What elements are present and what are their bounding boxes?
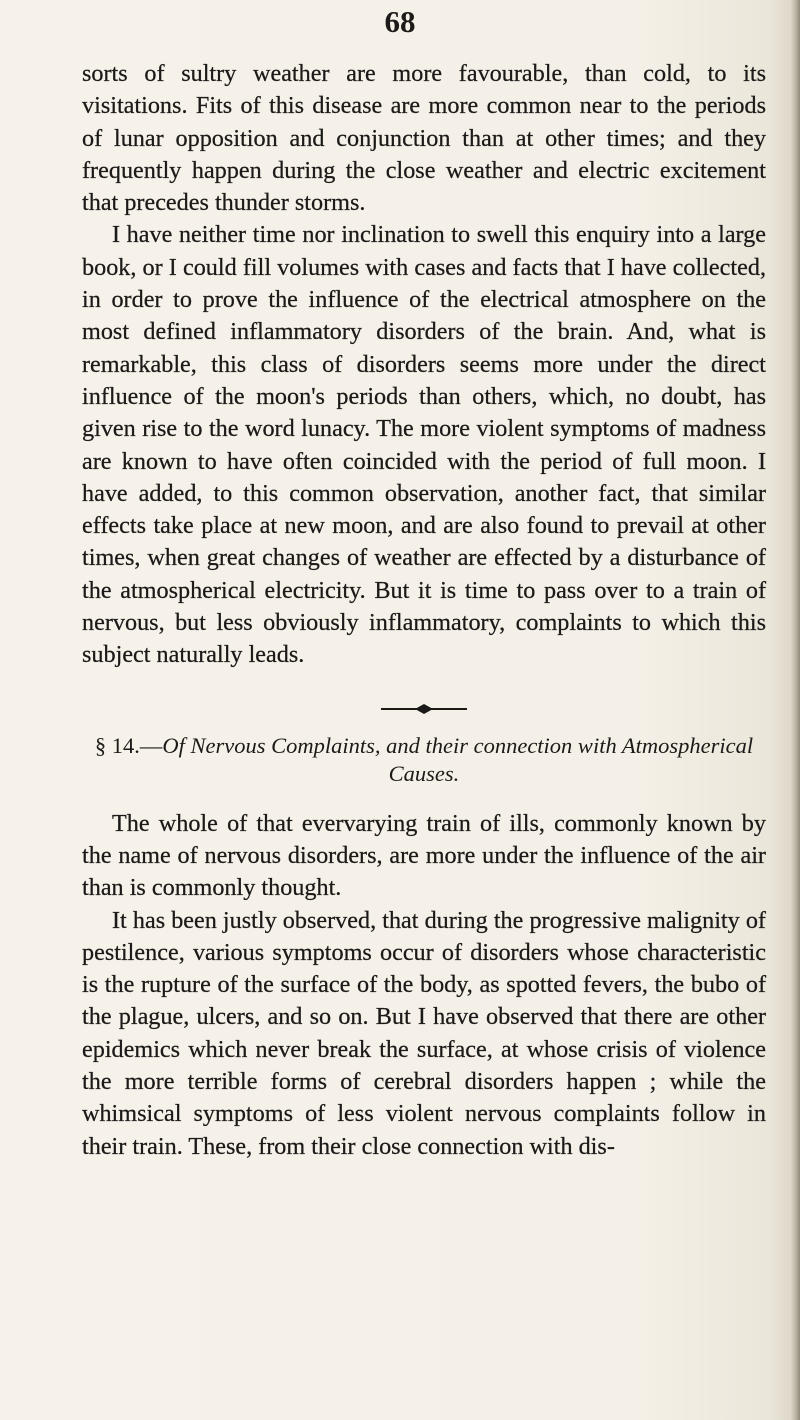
- paragraph-continuation: sorts of sultry weather are more favourable, than cold, to its visitations. Fits of this disease are more common near to the periods of lunar opposition and conjunction than at other times; and they frequently happen during the close weather and electric excitement that precedes thunder storms.: [82, 60, 766, 217]
- section-body: [82, 808, 766, 1163]
- section-number: § 14.—: [94, 732, 163, 758]
- paragraph: I have neither time nor inclination to swell this enquiry into a large book, or I could fill volumes with cases and facts that I have collected, in order to prove the influence of the electrical atmosphere on the most defined inflammatory disorders of the brain. And, what is remarkable, this class of disorders seems more under the direct influence of the moon's periods than others, which, no doubt, has given rise to the word lunacy. The more violent symptoms of madness are known to have often coincided with the period of full moon. I have added, to this common observation, another fact, that similar effects take place at new moon, and are also found to prevail at other times, when great changes of weather are effected by a disturbance of the atmospherical electricity. But it is time to pass over to a train of nervous, but less obviously inflammatory, complaints to which this subject naturally leads.: [82, 221, 766, 669]
- section-divider-ornament: [379, 702, 469, 716]
- section-heading: [82, 732, 766, 788]
- text-block: [82, 58, 766, 1163]
- page-edge-shadow: [790, 0, 800, 1420]
- paragraph: The whole of that evervarying train of ills, commonly known by the name of nervous disorders, are more under the influence of the air than is commonly thought.: [82, 809, 766, 902]
- paragraph: It has been justly observed, that during the progressive malignity of pestilence, various symptoms occur of disorders whose characteristic is the rupture of the surface of the body, as spotted fevers, the bubo of the plague, ulcers, and so on. But I have observed that there are other epidemics which never break the surface, at whose crisis of violence the more terrible forms of cerebral disorders happen ; while the whimsical symptoms of less violent nervous complaints follow in their train. These, from their close connection with dis-: [82, 906, 766, 1160]
- page-number: 68: [384, 4, 416, 39]
- section-title: Of Nervous Complaints, and their connection with Atmospherical Causes.: [162, 732, 754, 786]
